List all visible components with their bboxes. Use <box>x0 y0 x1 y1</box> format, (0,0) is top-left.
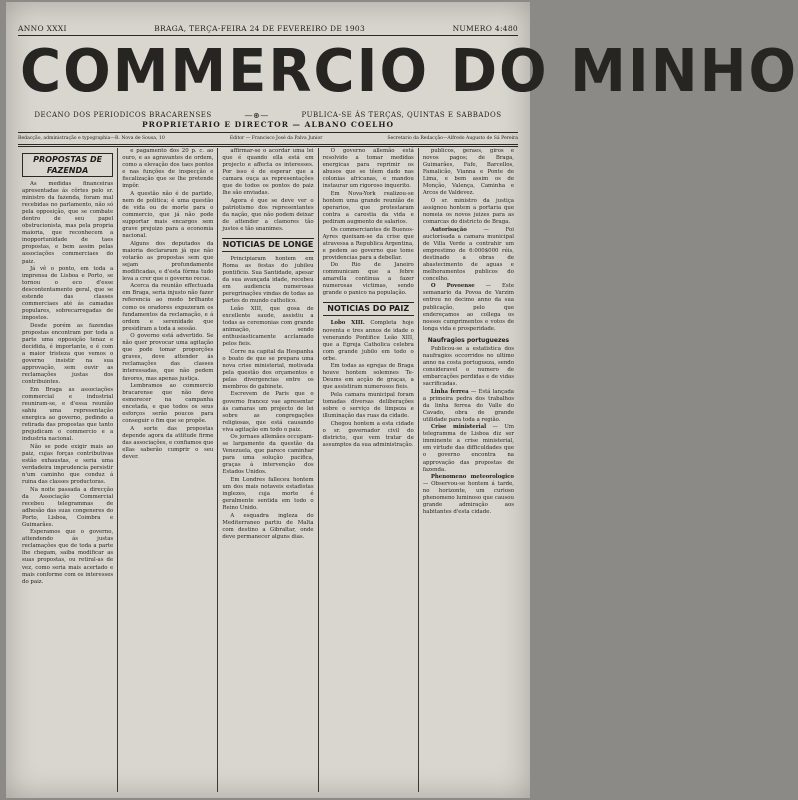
item-text: Este semanario da Povoa de Varzim entrou no decimo anno da sua publicação, pelo que endereçamos ao collega os nossos cumprimentos e votos de longa vida e prosperidade. <box>422 283 515 332</box>
item-text: Está lançada a primeira pedra dos trabalhos da linha ferrea do Valle do Cavado, obra de grande utilidade para toda a região. <box>422 388 515 423</box>
paragraph: Não se pode exigir mais ao paiz, cujas forças contributivas estão exhaustas, e seria uma verdadeira imprudencia persistir n'um caminho que conduz á ruina das classes productoras. <box>22 443 114 485</box>
paragraph: Esperamos que o governo, attendendo ás justas reclamações que de toda a parte lhe chegam, saiba modificar as suas propostas, ou retiral-as de vez, como seria mais acertado e mais conforme com os interesses do paiz. <box>22 529 114 585</box>
paragraph: A sorte das propostas depende agora da attitude firme das associações, e confiamos que ellas saberão cumprir o seu dever. <box>122 425 214 461</box>
paragraph: O sr. ministro da justiça assignou hontem a portaria que nomeia os novos juizes para as comarcas do districto de Braga. <box>422 197 515 225</box>
item-heading: O Povoense <box>430 283 475 290</box>
column-2 <box>118 148 218 792</box>
news-item: Chegou hontem a esta cidade o sr. governador civil do districto, que vem tratar de assumptos da sua administração. <box>322 420 414 448</box>
paragraph: O governo allemão está resolvido a tomar medidas energicas para reprimir os abusos que se têem dado nas colonias africanas, e mandou instaurar um rigoroso inquerito. <box>322 148 414 190</box>
news-item: A esquadra ingleza do Mediterraneo partiu de Malta com destino a Gibraltar, onde deve permanecer alguns dias. <box>222 512 314 540</box>
newspaper-title: COMMERCIO DO MINHO <box>20 37 798 106</box>
item-heading: Linha ferrea <box>430 388 469 395</box>
paragraph: Acerca da reunião effectuada em Braga, seria injusto não fazer referencia ao modo brilhante como os oradores expuzeram os fundamentos da reclamação, e á ordem e serenidade que presidiram a toda a sessão. <box>122 283 214 332</box>
item-heading: Autorisação <box>430 226 467 233</box>
item-heading: Phenomeno meteorologico <box>430 474 515 481</box>
paragraph: publicos, geraes, giros e novos pagos; de Braga, Guimarães, Fafe, Barcellos, Famalicão, Vianna e Ponte de Lima, e bem assim os de Monção, Valença, Caminha e Arcos de Valdevez. <box>422 148 515 197</box>
paragraph: Em Nova-York realizou-se hontem uma grande reunião de operarios, que protestaram contra a carestia da vida e pediram augmento de salarios. <box>322 190 414 225</box>
news-item: Principiaram hontem em Roma as festas do jubileu pontificio. Sua Santidade, apesar da sua avançada idade, recebeu em audiencia numerosas peregrinações vindas de todas as partes do mundo catholico. <box>222 256 314 305</box>
issue-number: NUMERO 4:480 <box>452 23 518 33</box>
item-heading-naufragios: Naufragios portuguezes <box>427 336 510 344</box>
article-heading: PROPOSTAS DE FAZENDA <box>22 153 113 177</box>
news-item: Publicou-se a estatistica dos naufragios occorridos no ultimo anno na costa portugueza, sendo consideravel o numero de embarcações perdidas e de vidas sacrificadas. <box>422 345 515 387</box>
paragraph: affirmar-se o acordar uma lei que é quando ella está em projecto e affecta os interesses. Por isso é de esperar que a camara ouça as representações que de todos os pontos do paiz lhe são enviadas. <box>222 148 314 197</box>
news-item: Corre na capital da Hespanha o boato de que se prepara uma nova crise ministerial, motivada pela questão dos orçamentos e pelas divergencias entre os membros do gabinete. <box>222 348 314 390</box>
paragraph: Desde porém as fazendas propostas encontram por toda a parte uma opposição tenaz e decidida, é importante, e é com a maior tristeza que vemos o governo insistir na sua approvação, sem ouvir as reclamações justas dos contribuintes. <box>22 322 114 386</box>
column-1 <box>18 148 118 792</box>
column-5 <box>419 148 518 792</box>
secretary-name: Secretario da Redacção—Alfredo Augusto de Sá Pereira <box>387 135 518 141</box>
news-text: Completa hoje noventa e tres annos de idade o venerando Pontifice Leão XIII, que a Egreja Catholica celebra com grande jubilo em todo o orbe. <box>322 320 414 362</box>
news-item: O Povoense — Este semanario da Povoa de Varzim entrou no decimo anno da sua publicação, pelo que endereçamos ao collega os nossos cumprimentos e votos de longa vida e prosperidade. <box>422 283 515 332</box>
admin-address: Redacção, administração e typographia—R. Nova de Sousa, 10 <box>18 135 165 141</box>
news-lead: Lobo XIII. <box>330 320 365 327</box>
news-item: Os jornaes allemães occupam-se largamente da questão da Venezuela, que parece caminhar para uma solução pacifica, graças á intervenção dos Estados Unidos. <box>222 434 314 476</box>
item-text: Observou-se hontem á tarde, no horizonte, um curioso phenomeno luminoso que causou grande admiração aos habitantes d'esta cidade. <box>422 481 515 516</box>
editor-name: Editor — Francisco José da Palva Junior <box>229 135 323 141</box>
news-item: Crise ministerial — Um telegramma de Lisboa diz ser imminente a crise ministerial, em virtude das difficuldades que o governo encontra na approvação das propostas de fazenda. <box>422 424 515 473</box>
paragraph: Os commerciantes de Buenos-Ayres queixam-se da crise que atravessa a Republica Argentina, e pedem ao governo que tome providencias para a debellar. <box>322 226 414 261</box>
news-item: Pela camara municipal foram tomadas diversas deliberações sobre o serviço de limpeza e illuminação das ruas da cidade. <box>322 391 414 420</box>
paragraph: O governo está advertido. Se não quer provocar uma agitação que pode tomar proporções graves, deve attender ás reclamações das classes interessadas, que não pedem favores, mas apenas justiça. <box>122 333 214 382</box>
admin-line <box>18 133 518 143</box>
columns <box>18 148 518 792</box>
paragraph: Agora é que se deve ver o patriotismo dos representantes da nação, que não podem deixar de attender a clamores tão justos e tão unanimes. <box>222 197 314 233</box>
item-text: Um telegramma de Lisboa diz ser imminente a crise ministerial, em virtude das difficuldades que o governo encontra na approvação das propostas de fazenda. <box>422 424 515 473</box>
column-3 <box>218 148 318 792</box>
paragraph: Do Rio de Janeiro communicam que a febre amarella continua a fazer numerosas victimas, sendo grande o panico na população. <box>322 262 414 297</box>
section-heading-noticias-de-longe: NOTICIAS DE LONGE <box>222 238 313 252</box>
item-heading: Crise ministerial <box>430 424 487 431</box>
paragraph: e pagamento dos 20 p. c. ao ouro, e as agravantes de ordem, como a elevação dos taes pontos e nas funções de inspecção e fiscalização que se lhe pretende impôr. <box>122 148 214 190</box>
subtitle-right: PUBLICA-SE ÁS TERÇAS, QUINTAS E SABBADOS <box>301 111 502 119</box>
paragraph: Lembramos ao commercio bracarense que não deve esmorecer na campanha encetada, e que todos os seus esforços serão poucos para conseguir o fim que se propõe. <box>122 383 214 425</box>
news-item: Linha ferrea — Está lançada a primeira pedra dos trabalhos da linha ferrea do Valle do Cavado, obra de grande utilidade para toda a região. <box>422 388 515 423</box>
paragraph: Na noite passada a direcção da Associação Commercial recebeu telegrammas de adhesão das suas congeneres do Porto, Lisboa, Coimbra e Guimarães. <box>22 486 114 528</box>
paragraph: Já vê o ponto, em toda a imprensa de Lisboa e Porto, se tornou o eco d'esse descontentamento geral, que se estende das classes commerciaes até ás camadas populares, sobrecarregadas de impostos. <box>22 266 114 322</box>
item-text: Foi auctorisada a camara municipal de Villa Verde a contrahir um emprestimo de 6:000$000 réis, destinado a obras de abastecimento de aguas e melhoramentos publicos do concelho. <box>422 226 515 282</box>
news-item: Leão XIII, que gosa de excellente saude, assistiu a todas as ceremonias com grande animação, sendo enthusiasticamente acclamado pelos fieis. <box>222 305 314 348</box>
news-item <box>323 320 414 362</box>
news-item: Autorisação — Foi auctorisada a camara municipal de Villa Verde a contrahir um emprestimo de 6:000$000 réis, destinado a obras de abastecimento de aguas e melhoramentos publicos do concelho. <box>422 226 515 282</box>
divider <box>18 144 518 145</box>
news-item: Escrevem de Paris que o governo francez vae apresentar ás camaras um projecto de lei sobre as congregações religiosas, que está causando viva agitação em todo o paiz. <box>222 391 314 433</box>
paragraph: As medidas financeiras apresentadas ás côrtes pelo sr. ministro da fazenda, foram mal recebidas no parlamento, não só pela opposição, que se combate dentro de seu papel obstrucionista, mas pela propria maioria, que reconhecem a inopportunidade de taes propostas, e bem assim pelas associações commerciaes do paiz. <box>22 181 114 265</box>
owner-line: PROPRIETARIO E DIRECTOR — ALBANO COELHO <box>141 120 395 129</box>
subtitle-left: DECANO DOS PERIODICOS BRACARENSES <box>34 111 212 119</box>
ornament: —⊛— <box>244 110 269 120</box>
paragraph: A questão não é de partido, nem de politica; é uma questão de vida ou de morte para o commercio, que já não pode supportar mais encargos sem grave prejuizo para a economia nacional. <box>122 190 214 240</box>
news-item: Phenomeno meteorologico — Observou-se hontem á tarde, no horizonte, um curioso phenomeno luminoso que causou grande admiração aos habitantes d'esta cidade. <box>422 474 515 516</box>
newspaper-page <box>6 2 798 798</box>
dateline: BRAGA, TERÇA-FEIRA 24 DE FEVEREIRO DE 1903 <box>154 23 366 33</box>
news-item: Em todas as egrejas de Braga houve hontem solemnes Te-Deums em acção de graças, a que assistiram numerosos fieis. <box>322 363 414 391</box>
news-item: Em Londres falleceu hontem um dos mais notaveis estadistas inglezes, cuja morte é geralmente sentida em todo o Reino Unido. <box>222 477 314 512</box>
column-4 <box>319 148 419 792</box>
paragraph: Em Braga as associações commercial e industrial reuniram-se, e d'essa reunião sahiu uma representação energica ao governo, pedindo a retirada das propostas que tanto prejudicam o commercio e a industria nacional. <box>22 386 114 443</box>
top-info-line <box>18 22 518 34</box>
paragraph: Alguns dos deputados da maioria declararam já que não votarão as propostas sem que sejam profundamente modificadas, e d'esta fórma tudo leva a crer que o governo recue. <box>122 240 214 282</box>
divider <box>18 146 518 147</box>
section-heading-noticias-do-paiz: NOTICIAS DO PAIZ <box>323 302 414 316</box>
year-label: ANNO XXXI <box>18 23 67 33</box>
